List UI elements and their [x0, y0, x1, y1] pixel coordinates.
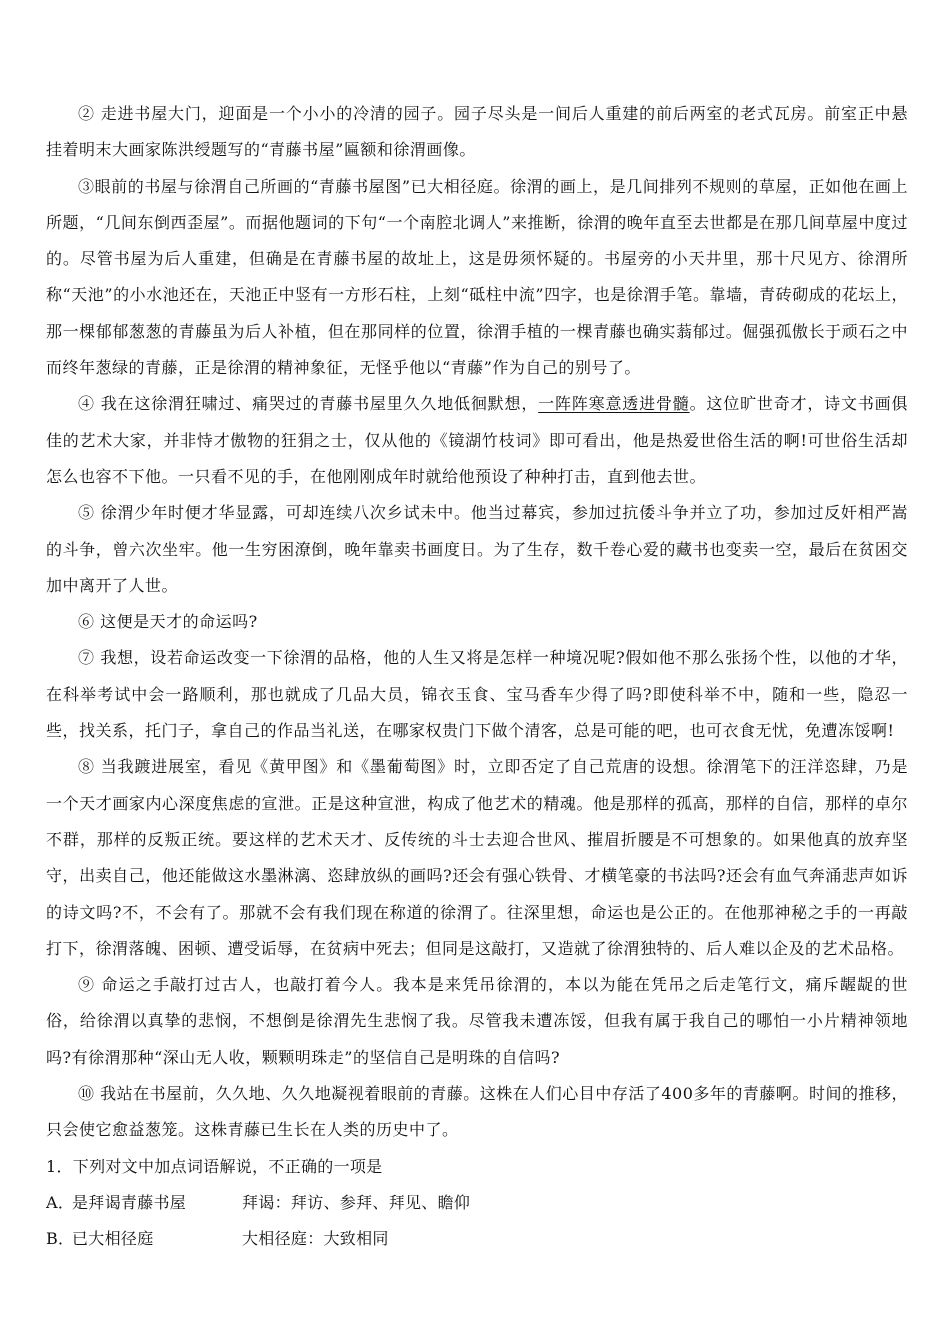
paragraph-6: ⑥ 这便是天才的命运吗? — [78, 612, 258, 632]
document-page — [46, 96, 908, 1258]
option-a — [46, 1185, 908, 1221]
paragraph-4-before: ④ 我在这徐渭狂啸过、痛哭过的青藤书屋里久久地低徊默想， — [78, 394, 539, 414]
underlined-phrase: 一阵阵寒意透进骨髓 — [538, 394, 690, 414]
option-b — [46, 1221, 908, 1257]
option-a-gloss: 拜谒：拜访、参拜、拜见、瞻仰 — [242, 1192, 471, 1212]
paragraph-2: ② 走进书屋大门，迎面是一个小小的冷清的园子。园子尽头是一间后人重建的前后两室的老式瓦房。前室正中悬挂着明末大画家陈洪绶题写的“青藤书屋”匾额和徐渭画像。 — [46, 104, 908, 160]
paragraph-9: ⑨ 命运之手敲打过古人，也敲打着今人。我本是来凭吊徐渭的，本以为能在凭吊之后走笔行文，痛斥龌龊的世俗，给徐渭以真挚的悲悯，不想倒是徐渭先生悲悯了我。尽管我未遭冻馁，但我有属于我自己的哪怕一小片精神领地吗?有徐渭那种“深山无人收，颗颗明珠走”的坚信自己是明珠的自信吗? — [46, 975, 908, 1067]
paragraph-4 — [46, 386, 908, 495]
option-a-letter: A． — [46, 1192, 75, 1212]
option-b-gloss: 大相径庭：大致相同 — [242, 1229, 389, 1249]
paragraph-4-after: 。这位旷世奇才，诗文书画俱佳的艺术大家，并非恃才傲物的狂狷之士，仅从他的《镜湖竹枝词》即可看出，他是热爱世俗生活的啊!可世俗生活却怎么也容不下他。一只看不见的手，在他刚刚成年时就给他预设了种种打击，直到他去世。 — [46, 394, 908, 486]
paragraph-5: ⑤ 徐渭少年时便才华显露，可却连续八次乡试未中。他当过幕宾，参加过抗倭斗争并立了功，参加过反奸相严嵩的斗争，曾六次坐牢。他一生穷困潦倒，晚年靠卖书画度日。为了生存，数千卷心爱的藏书也变卖一空，最后在贫困交加中离开了人世。 — [46, 503, 908, 595]
option-b-letter: B． — [46, 1229, 75, 1249]
paragraph-10: ⑩ 我站在书屋前，久久地、久久地凝视着眼前的青藤。这株在人们心目中存活了400多年的青藤啊。时间的推移，只会使它愈益葱笼。这株青藤已生长在人类的历史中了。 — [46, 1084, 908, 1140]
paragraph-7: ⑦ 我想，设若命运改变一下徐渭的品格，他的人生又将是怎样一种境况呢?假如他不那么张扬个性，以他的才华，在科举考试中会一路顺利，那也就成了几品大员，锦衣玉食、宝马香车少得了吗?即使科举不中，随和一些，隐忍一些，找关系，托门子，拿自己的作品当礼送，在哪家权贵门下做个清客，总是可能的吧，也可衣食无忧，免遭冻馁啊! — [46, 648, 908, 741]
question-stem: 1．下列对文中加点词语解说，不正确的一项是 — [46, 1156, 383, 1176]
paragraph-3: ③眼前的书屋与徐渭自己所画的“青藤书屋图”已大相径庭。徐渭的画上，是几间排列不规则的草屋，正如他在画上所题，“几间东倒西歪屋”。而据他题词的下句“一个南腔北调人”来推断，徐渭的晚年直至去世都是在那几间草屋中度过的。尽管书屋为后人重建，但确是在青藤书屋的故址上，这是毋须怀疑的。书屋旁的小天井里，那十尺见方、徐渭所称“天池”的小水池还在，天池正中竖有一方形石柱，上刻“砥柱中流”四字，也是徐渭手笔。靠墙，青砖砌成的花坛上，那一棵郁郁葱葱的青藤虽为后人补植，但在那同样的位置，徐渭手植的一棵青藤也确实蓊郁过。倔强孤傲长于顽石之中而终年葱绿的青藤，正是徐渭的精神象征，无怪乎他以“青藤”作为自己的别号了。 — [46, 176, 908, 378]
option-b-word: 已大相径庭 — [72, 1229, 154, 1249]
option-a-word: 是拜谒青藤书屋 — [72, 1192, 187, 1212]
paragraph-8: ⑧ 当我踱进展室，看见《黄甲图》和《墨葡萄图》时，立即否定了自己荒唐的设想。徐渭笔下的汪洋恣肆，乃是一个天才画家内心深度焦虑的宣泄。正是这种宣泄，构成了他艺术的精魂。他是那样的孤高，那样的自信，那样的卓尔不群，那样的反叛正统。要这样的艺术天才、反传统的斗士去迎合世风、摧眉折腰是不可想象的。如果他真的放弃坚守，出卖自己，他还能做这水墨淋漓、恣肆放纵的画吗?还会有强心铁骨、才横笔豪的书法吗?还会有血气奔涌悲声如诉的诗文吗?不，不会有了。那就不会有我们现在称道的徐渭了。往深里想，命运也是公正的。在他那神秘之手的一再敲打下，徐渭落魄、困顿、遭受诟辱，在贫病中死去；但同是这敲打，又造就了徐渭独特的、后人难以企及的艺术品格。 — [46, 757, 908, 958]
